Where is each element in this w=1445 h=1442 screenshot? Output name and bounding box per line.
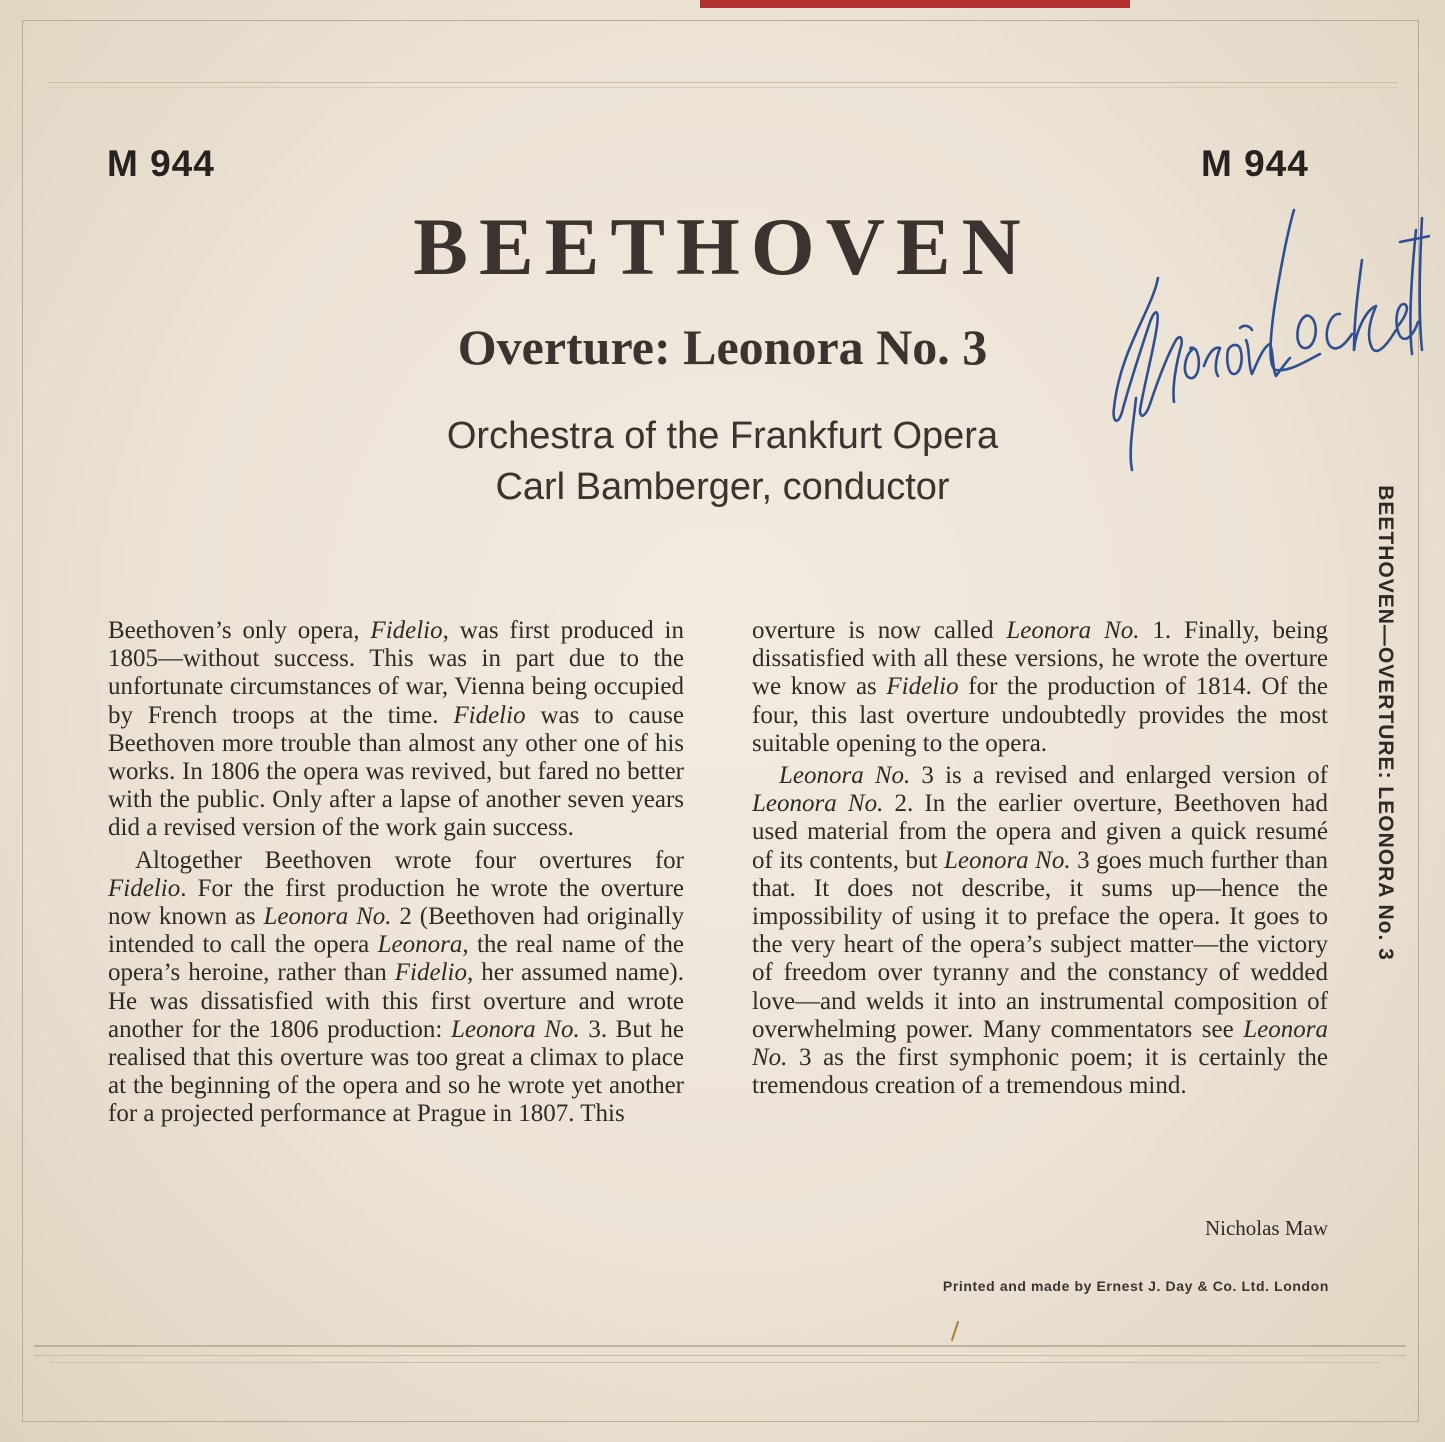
notes-text: 3 goes much further than that. It does not describe, it sums up—hence the impossibility of using it to preface the opera. It goes to the very heart of the opera’s subject matter—the victory of freedom over tyranny and the constancy of wedded love—and welds it into an instrumental composition of overwhelming power. Many commentators see xyxy=(752,846,1328,1043)
conductor-credit: Carl Bamberger, conductor xyxy=(495,466,950,508)
spine-text: BEETHOVEN—OVERTURE: LEONORA No. 3 xyxy=(1374,485,1397,961)
notes-text: Altogether Beethoven wrote four overtures for xyxy=(135,846,684,874)
notes-italic: Leonora xyxy=(377,931,463,959)
notes-text: Beethoven’s only opera, xyxy=(108,617,371,644)
top-flap-fold xyxy=(48,82,1398,88)
bottom-flap-fold xyxy=(34,1345,1406,1356)
notes-text: 2 (Beethoven had originally intended to call the opera xyxy=(108,903,684,959)
notes-italic: Fidelio xyxy=(394,959,467,987)
notes-text: , was first produced in 1805—without success. This was in part due to the unfortunate circumstances of war, Vienna being occupied by French troops at the time. xyxy=(108,617,684,729)
notes-text: 3. But he realised that this overture was too great a climax to place at the beginning of the opera and so he wrote yet another for a projected performance at Prague in 1807. This xyxy=(108,1015,685,1128)
notes-italic: Leonora No. xyxy=(263,903,392,931)
printer-credit: Printed and made by Ernest J. Day & Co. Ltd. London xyxy=(942,1278,1329,1294)
red-edge-stripe xyxy=(700,0,1130,8)
work-subtitle: Overture: Leonora No. 3 xyxy=(457,319,988,375)
notes-text: 3 is a revised and enlarged version of xyxy=(910,762,1328,790)
orchestra-credit: Orchestra of the Frankfurt Opera xyxy=(446,415,999,457)
notes-italic: Leonora No. xyxy=(752,790,884,818)
ink-mark xyxy=(948,1320,962,1342)
catalog-number-left: M 944 xyxy=(107,143,215,184)
notes-text: , her assumed name). He was dissatisfied with this first overture and wrote another for the 1806 production: xyxy=(108,959,684,1043)
notes-italic: Fidelio xyxy=(886,673,959,701)
notes-italic: Leonora No. xyxy=(779,762,911,790)
liner-notes-left-column xyxy=(108,617,684,1133)
notes-text: overture is now called xyxy=(752,617,1007,644)
notes-text: 1. Finally, being dissatisfied with all these versions, he wrote the overture we know as xyxy=(752,617,1328,701)
handwritten-signature xyxy=(1100,190,1430,480)
notes-italic: Leonora No. xyxy=(1006,617,1140,644)
notes-text: 2. In the earlier overture, Beethoven had used material from the opera and given a quick resumé of its contents, but xyxy=(752,790,1328,874)
notes-paragraph xyxy=(108,617,684,843)
notes-author: Nicholas Maw xyxy=(1204,1216,1328,1240)
liner-notes-right-column xyxy=(752,617,1328,1104)
notes-paragraph xyxy=(108,847,684,1129)
notes-italic: Fidelio xyxy=(370,617,443,644)
notes-text: . For the first production he wrote the overture now known as xyxy=(108,874,684,931)
notes-italic: Fidelio xyxy=(108,874,181,902)
notes-text: 3 as the first symphonic poem; it is certainly the tremendous creation of a tremendous mind. xyxy=(752,1044,1328,1100)
notes-paragraph xyxy=(752,762,1328,1100)
notes-text: was to cause Beethoven more trouble than almost any other one of his works. In 1806 the opera was revived, but fared no better with the public. Only after a lapse of another seven years did a revised version of the work gain success. xyxy=(108,701,684,842)
composer-title: BEETHOVEN xyxy=(413,201,1032,292)
spine-label xyxy=(1368,468,1402,978)
notes-text: , the real name of the opera’s heroine, rather than xyxy=(108,931,684,987)
notes-italic: Leonora No. xyxy=(943,846,1071,874)
catalog-number-right: M 944 xyxy=(1201,143,1309,184)
notes-italic: Fidelio xyxy=(453,701,526,729)
bottom-flap-crease xyxy=(50,1362,1380,1363)
notes-paragraph xyxy=(752,617,1328,758)
notes-italic: Leonora No. xyxy=(752,1015,1328,1072)
notes-italic: Leonora No. xyxy=(450,1015,580,1043)
notes-text: for the production of 1814. Of the four, this last overture undoubtedly provides the most suitable opening to the opera. xyxy=(752,673,1328,757)
